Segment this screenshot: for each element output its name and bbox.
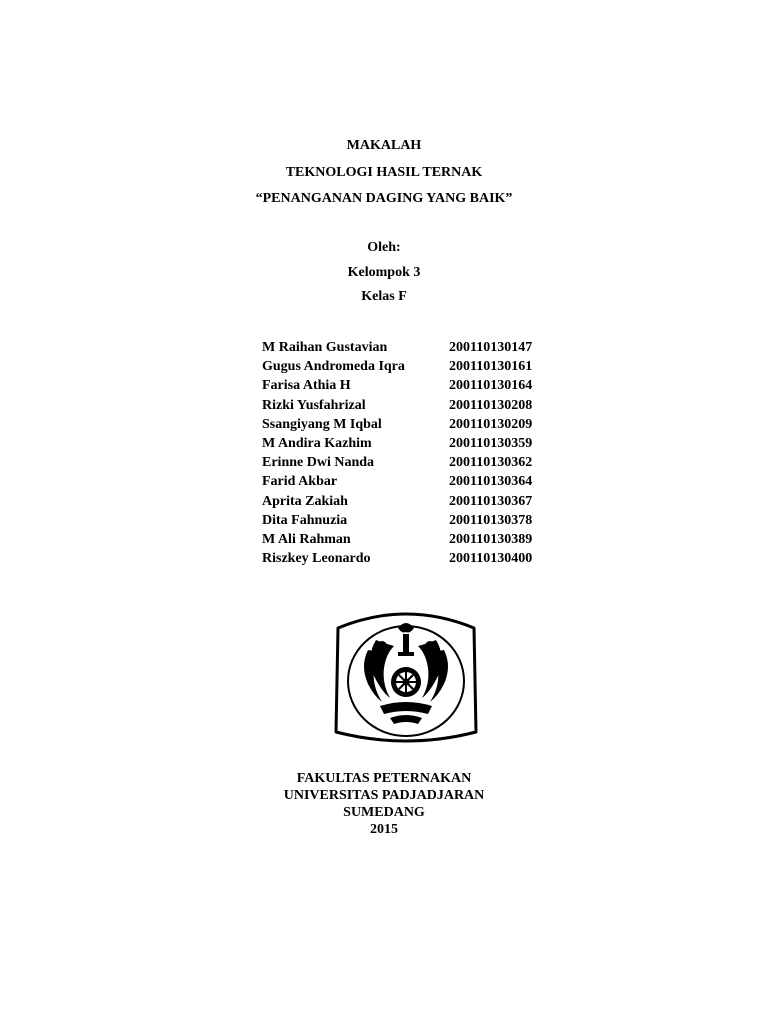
member-row (262, 338, 562, 357)
member-npm: 200110130378 (449, 512, 533, 528)
member-name: Erinne Dwi Nanda (262, 455, 375, 471)
member-npm: 200110130400 (449, 551, 533, 567)
member-row (262, 396, 562, 415)
member-npm: 200110130164 (449, 378, 533, 394)
footer-block (0, 770, 768, 838)
university-emblem-icon (330, 606, 482, 746)
faculty-name: FAKULTAS PETERNAKAN (296, 771, 472, 786)
member-row (262, 511, 562, 530)
member-name: Farid Akbar (262, 474, 338, 490)
city-name: SUMEDANG (343, 805, 425, 820)
member-npm: 200110130362 (449, 455, 533, 471)
member-row (262, 472, 562, 491)
member-name: Riszkey Leonardo (262, 551, 371, 567)
member-list (262, 338, 562, 568)
member-name: M Raihan Gustavian (262, 340, 388, 355)
by-label: Oleh: (367, 240, 401, 255)
member-row (262, 549, 562, 568)
member-npm: 200110130209 (449, 416, 533, 432)
member-name: M Andira Kazhim (262, 435, 372, 451)
doc-type-heading: MAKALAH (346, 138, 422, 153)
member-npm: 200110130208 (449, 397, 533, 413)
member-npm: 200110130161 (449, 359, 533, 375)
course-title: TEKNOLOGI HASIL TERNAK (285, 165, 483, 180)
class-label: Kelas F (361, 289, 407, 304)
member-name: Rizki Yusfahrizal (262, 397, 366, 413)
member-name: Dita Fahnuzia (262, 512, 348, 528)
year: 2015 (370, 822, 398, 837)
member-npm: 200110130359 (449, 435, 533, 451)
member-name: Aprita Zakiah (262, 493, 348, 509)
group-label: Kelompok 3 (347, 265, 421, 280)
member-name: M Ali Rahman (262, 531, 351, 547)
member-npm: 200110130367 (449, 493, 533, 509)
member-row (262, 453, 562, 472)
member-row (262, 376, 562, 395)
member-npm: 200110130364 (449, 474, 533, 490)
member-name: Farisa Athia H (262, 378, 351, 394)
member-npm: 200110130147 (449, 340, 533, 355)
member-row (262, 434, 562, 453)
member-name: Ssangiyang M Iqbal (262, 416, 382, 432)
paper-title: “PENANGANAN DAGING YANG BAIK” (255, 191, 513, 206)
university-name: UNIVERSITAS PADJADJARAN (283, 788, 485, 803)
member-row (262, 415, 562, 434)
member-name: Gugus Andromeda Iqra (262, 359, 405, 375)
member-row (262, 357, 562, 376)
member-row (262, 492, 562, 511)
member-npm: 200110130389 (449, 531, 533, 547)
member-row (262, 530, 562, 549)
